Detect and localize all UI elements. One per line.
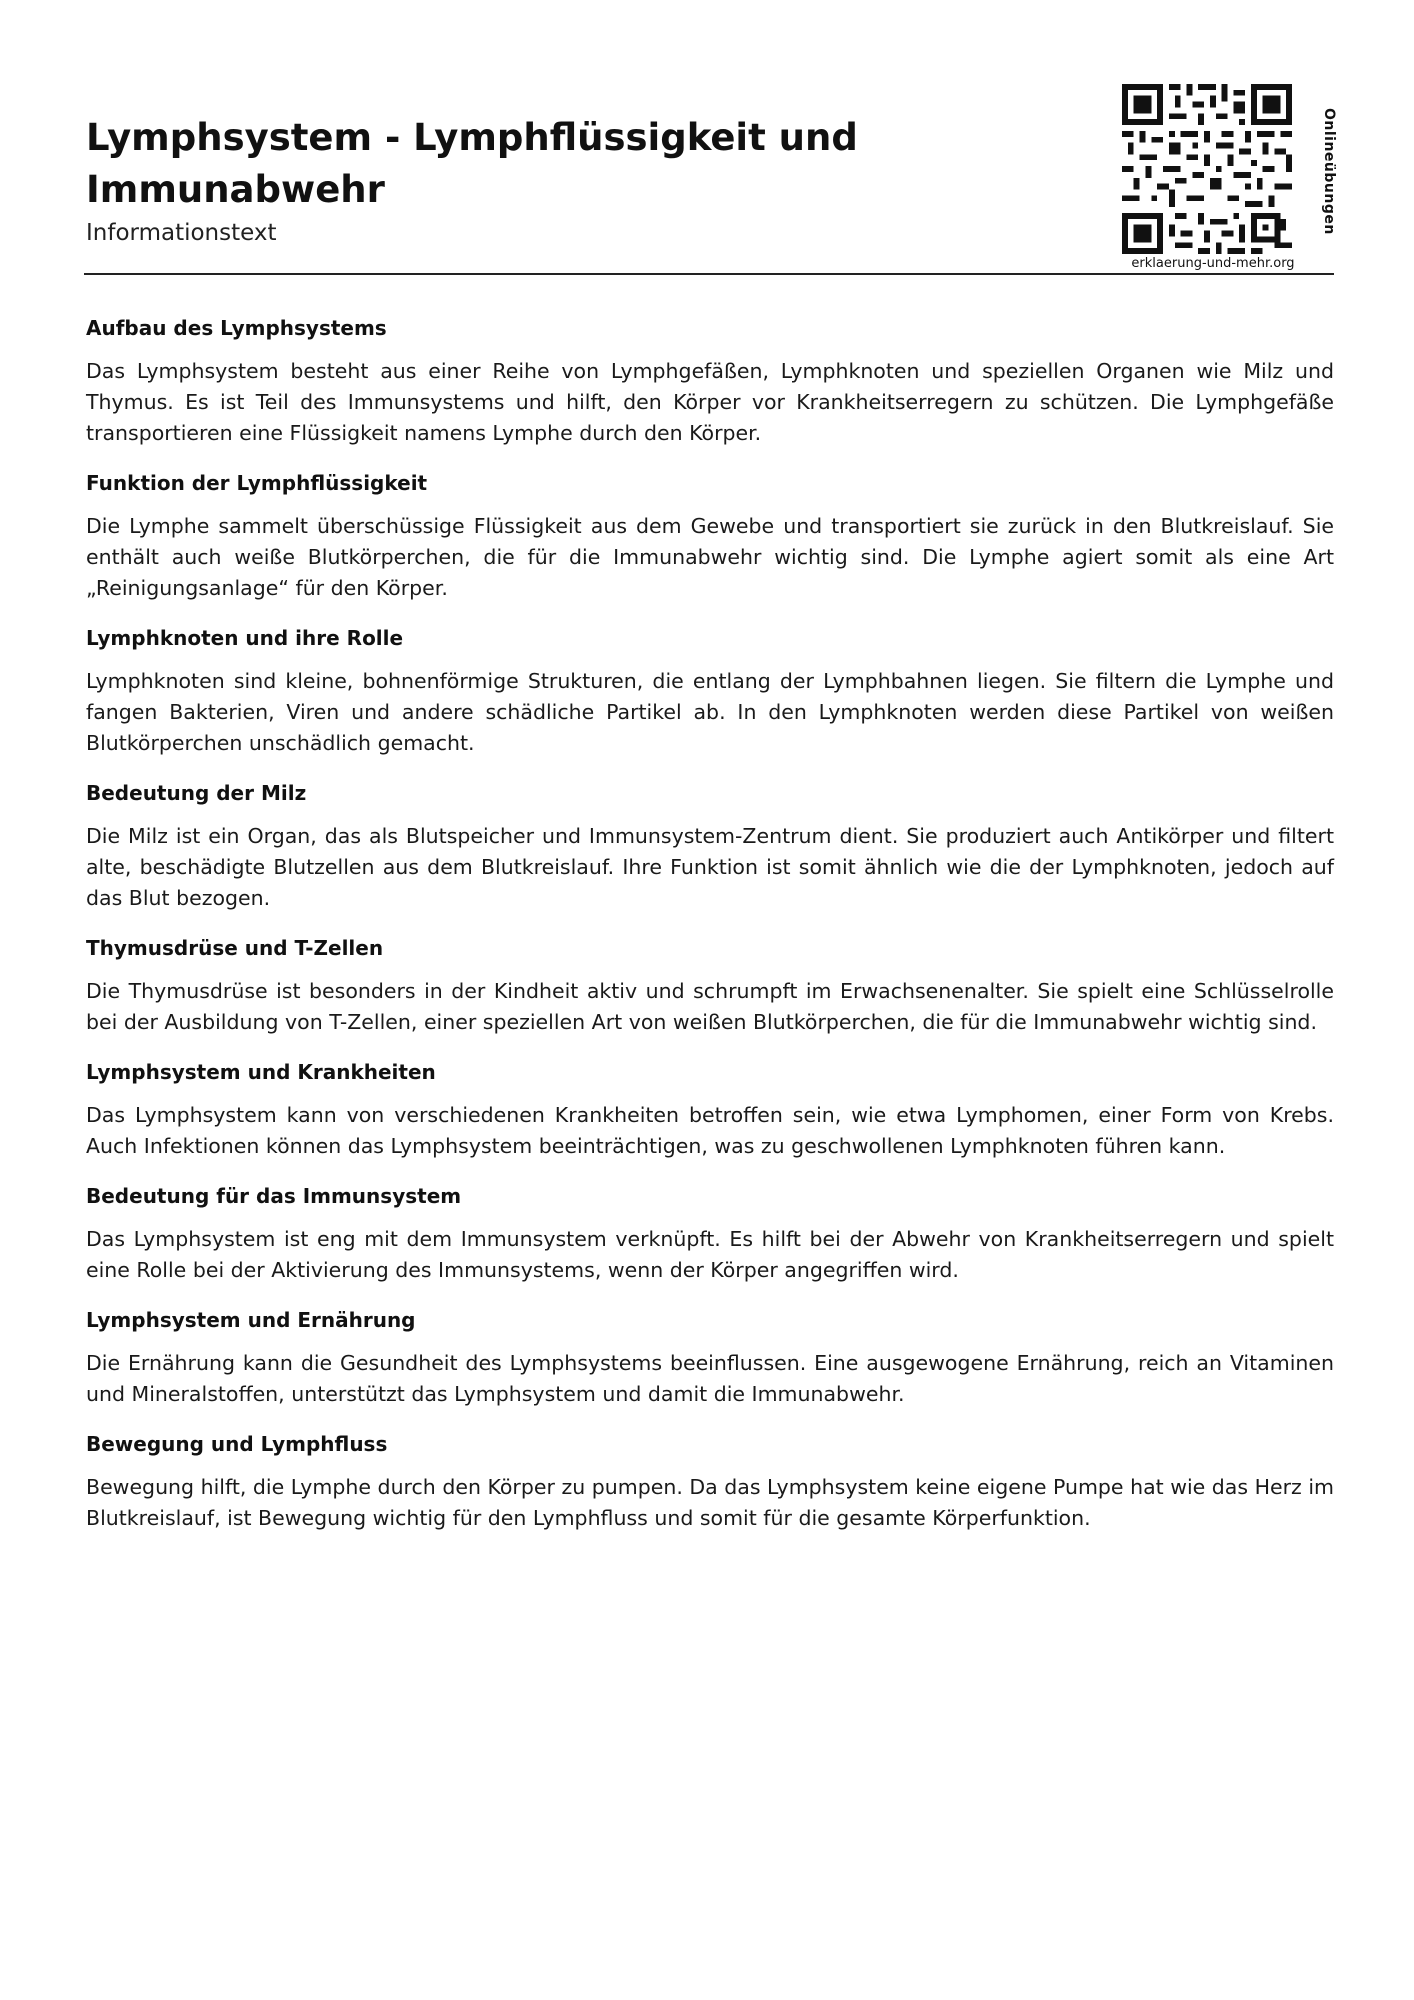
page-subtitle: Informationstext <box>86 220 277 246</box>
section-text: Das Lymphsystem besteht aus einer Reihe von Lymphgefäßen, Lymphknoten und speziellen Organen wie Milz und Thymus. Es ist Teil des Immunsystems und hilft, den Körper vor Krankheitserregern zu schützen. Die Lymphgefäße transportieren eine Flüssigkeit namens Lymphe durch den Körper. <box>86 359 1334 445</box>
section-text: Die Ernährung kann die Gesundheit des Lymphsystems beeinflussen. Eine ausgewogene Ernährung, reich an Vitaminen und Mineralstoffen, unterstützt das Lymphsystem und damit die Immunabwehr. <box>86 1351 1334 1406</box>
section-text: Bewegung hilft, die Lymphe durch den Körper zu pumpen. Da das Lymphsystem keine eigene Pumpe hat wie das Herz im Blutkreislauf, ist Bewegung wichtig für den Lymphfluss und somit für die gesamte Körperfunktion. <box>86 1475 1334 1530</box>
section-heading: Lymphsystem und Krankheiten <box>86 1060 436 1084</box>
section <box>86 1182 1334 1286</box>
section-text: Lymphknoten sind kleine, bohnenförmige Strukturen, die entlang der Lymphbahnen liegen. Sie filtern die Lymphe und fangen Bakterien, Viren und andere schädliche Partikel ab. In den Lymphknoten werden diese Partikel von weißen Blutkörperchen unschädlich gemacht. <box>86 669 1334 755</box>
section <box>86 1058 1334 1162</box>
section <box>86 1306 1334 1410</box>
section <box>86 624 1334 759</box>
section <box>86 469 1334 604</box>
page-title: Lymphsystem - Lymphflüssigkeit und Immunabwehr <box>86 116 858 211</box>
document-header <box>86 112 1066 248</box>
section-text: Die Thymusdrüse ist besonders in der Kindheit aktiv und schrumpft im Erwachsenenalter. Sie spielt eine Schlüsselrolle bei der Ausbildung von T-Zellen, einer speziellen Art von weißen Blutkörperchen, die für die Immunabwehr wichtig sind. <box>86 979 1334 1034</box>
section-heading: Bedeutung für das Immunsystem <box>86 1184 462 1208</box>
section-heading: Aufbau des Lymphsystems <box>86 316 387 340</box>
header-divider <box>84 273 1334 275</box>
section-text: Die Milz ist ein Organ, das als Blutspeicher und Immunsystem-Zentrum dient. Sie produziert auch Antikörper und filtert alte, beschädigte Blutzellen aus dem Blutkreislauf. Ihre Funktion ist somit ähnlich wie die der Lymphknoten, jedoch auf das Blut bezogen. <box>86 824 1334 910</box>
info-text-body <box>86 314 1334 1554</box>
section <box>86 934 1334 1038</box>
section-heading: Lymphsystem und Ernährung <box>86 1308 416 1332</box>
section <box>86 314 1334 449</box>
qr-code-icon[interactable] <box>1122 84 1292 254</box>
section-text: Die Lymphe sammelt überschüssige Flüssigkeit aus dem Gewebe und transportiert sie zurück in den Blutkreislauf. Sie enthält auch weiße Blutkörperchen, die für die Immunabwehr wichtig sind. Die Lymphe agiert somit als eine Art „Reinigungsanlage“ für den Körper. <box>86 514 1334 600</box>
section-heading: Bedeutung der Milz <box>86 781 307 805</box>
section-heading: Bewegung und Lymphfluss <box>86 1432 388 1456</box>
section-heading: Funktion der Lymphflüssigkeit <box>86 471 428 495</box>
section <box>86 1430 1334 1534</box>
online-exercises-label: Onlineübungen <box>1321 108 1337 235</box>
website-url[interactable]: erklaerung-und-mehr.org <box>1131 256 1295 271</box>
section-text: Das Lymphsystem ist eng mit dem Immunsystem verknüpft. Es hilft bei der Abwehr von Krankheitserregern und spielt eine Rolle bei der Aktivierung des Immunsystems, wenn der Körper angegriffen wird. <box>86 1227 1334 1282</box>
section-heading: Lymphknoten und ihre Rolle <box>86 626 404 650</box>
qr-code-block[interactable] <box>1118 84 1340 274</box>
section-heading: Thymusdrüse und T-Zellen <box>86 936 384 960</box>
section <box>86 779 1334 914</box>
section-text: Das Lymphsystem kann von verschiedenen Krankheiten betroffen sein, wie etwa Lymphomen, einer Form von Krebs. Auch Infektionen können das Lymphsystem beeinträchtigen, was zu geschwollenen Lymphknoten führen kann. <box>86 1103 1334 1158</box>
